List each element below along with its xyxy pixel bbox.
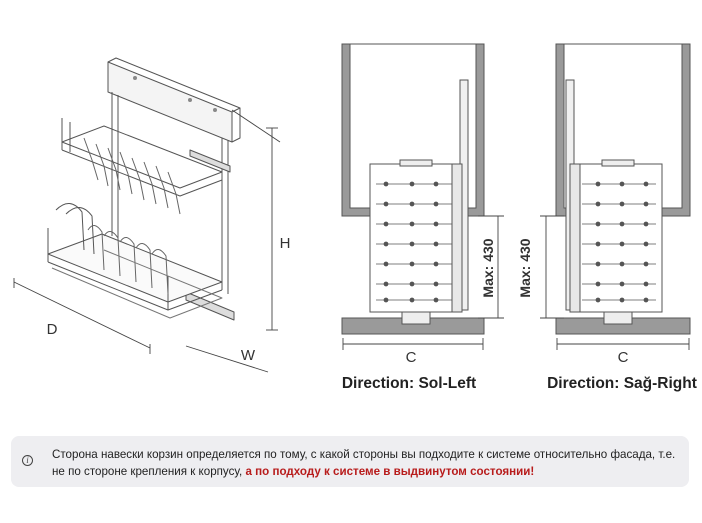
notice-highlight-text: а по подходу к системе в выдвинутом состоянии! bbox=[245, 465, 535, 478]
right-view-drawing bbox=[540, 44, 690, 350]
right-view-c-label: C bbox=[617, 349, 629, 366]
left-view-max-label: Max: 430 bbox=[480, 238, 496, 298]
left-view-c-label: C bbox=[405, 349, 417, 366]
left-view-caption: Direction: Sol-Left bbox=[341, 375, 477, 392]
notice-main-text: Сторона навески корзин определяется по тому, с какой стороны вы подходите к системе относительно фасада, т.е. не по стороне крепления к корпусу, bbox=[52, 448, 676, 478]
right-view-caption: Direction: Sağ-Right bbox=[547, 375, 697, 392]
width-label: W bbox=[240, 347, 256, 364]
left-view-drawing bbox=[342, 44, 504, 350]
right-view-max-label: Max: 430 bbox=[517, 238, 533, 298]
depth-label: D bbox=[46, 321, 58, 338]
info-icon: i bbox=[22, 455, 33, 466]
notice-text bbox=[52, 446, 682, 480]
isometric-basket-drawing bbox=[48, 58, 240, 320]
height-label: H bbox=[279, 235, 291, 252]
info-notice bbox=[11, 436, 689, 487]
